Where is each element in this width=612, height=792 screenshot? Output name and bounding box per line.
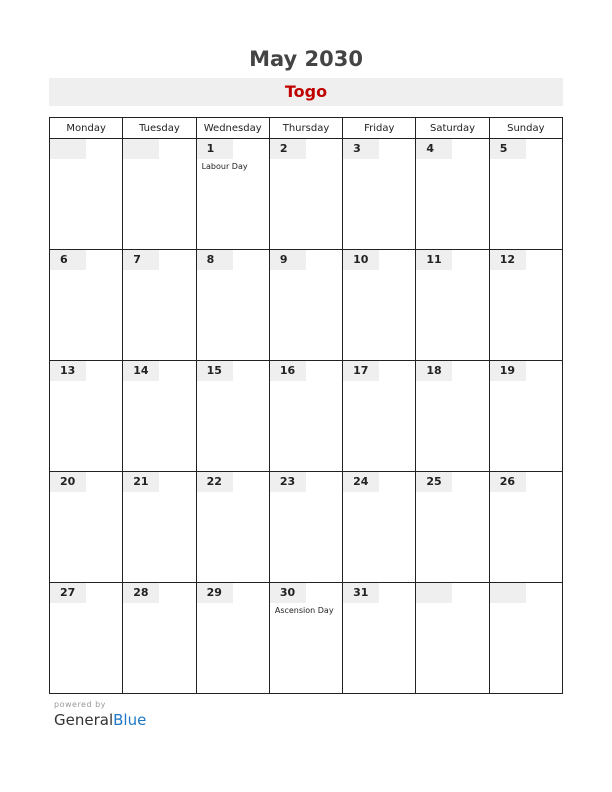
day-cell <box>123 361 196 472</box>
day-cell <box>269 139 342 250</box>
day-cell <box>123 250 196 361</box>
day-number: 2 <box>270 139 306 159</box>
day-number: 14 <box>123 361 159 381</box>
day-cell <box>416 139 489 250</box>
day-number: 25 <box>416 472 452 492</box>
day-cell <box>343 250 416 361</box>
day-cell <box>123 139 196 250</box>
weekday-header: Monday <box>50 118 123 139</box>
day-number: 31 <box>343 583 379 603</box>
country-name: Togo <box>284 82 328 101</box>
day-cell <box>269 361 342 472</box>
day-cell <box>489 250 562 361</box>
week-row <box>50 250 563 361</box>
day-cell <box>416 472 489 583</box>
weekday-header: Wednesday <box>196 118 269 139</box>
day-number: 26 <box>490 472 526 492</box>
weekday-header-row <box>50 118 563 139</box>
day-cell <box>343 583 416 694</box>
day-cell <box>196 583 269 694</box>
day-number: 13 <box>50 361 86 381</box>
week-row <box>50 361 563 472</box>
day-number: 30 <box>270 583 306 603</box>
day-number <box>416 583 452 603</box>
day-number: 22 <box>197 472 233 492</box>
weekday-header: Tuesday <box>123 118 196 139</box>
day-number: 4 <box>416 139 452 159</box>
day-number: 5 <box>490 139 526 159</box>
day-cell <box>489 472 562 583</box>
day-cell <box>196 250 269 361</box>
day-cell <box>416 250 489 361</box>
week-row <box>50 139 563 250</box>
brand-blue: Blue <box>113 711 147 729</box>
day-cell <box>196 472 269 583</box>
day-cell <box>343 139 416 250</box>
day-number: 23 <box>270 472 306 492</box>
day-cell <box>416 361 489 472</box>
day-number: 12 <box>490 250 526 270</box>
day-number: 15 <box>197 361 233 381</box>
holiday-label: Labour Day <box>201 162 248 171</box>
day-cell <box>269 472 342 583</box>
footer <box>54 700 146 729</box>
calendar-grid <box>49 117 563 694</box>
day-cell <box>269 583 342 694</box>
brand-general: General <box>54 711 114 729</box>
day-cell <box>489 583 562 694</box>
day-cell <box>50 139 123 250</box>
holiday-label: Ascension Day <box>274 606 334 615</box>
weekday-header: Sunday <box>489 118 562 139</box>
day-cell <box>489 361 562 472</box>
day-cell <box>196 139 269 250</box>
generalblue-logo <box>54 711 146 729</box>
day-number <box>123 139 159 159</box>
day-number: 9 <box>270 250 306 270</box>
day-number <box>50 139 86 159</box>
day-number: 1 <box>197 139 233 159</box>
day-number: 24 <box>343 472 379 492</box>
day-number: 21 <box>123 472 159 492</box>
day-number: 10 <box>343 250 379 270</box>
day-cell <box>416 583 489 694</box>
day-cell <box>50 472 123 583</box>
day-number: 19 <box>490 361 526 381</box>
country-bar <box>49 78 563 106</box>
day-cell <box>123 472 196 583</box>
day-number: 11 <box>416 250 452 270</box>
day-number: 8 <box>197 250 233 270</box>
calendar-title: May 2030 <box>249 47 363 71</box>
day-number: 16 <box>270 361 306 381</box>
day-cell <box>196 361 269 472</box>
day-number: 20 <box>50 472 86 492</box>
day-number: 6 <box>50 250 86 270</box>
day-cell <box>50 361 123 472</box>
weekday-header: Saturday <box>416 118 489 139</box>
day-number: 28 <box>123 583 159 603</box>
day-number: 29 <box>197 583 233 603</box>
week-row <box>50 583 563 694</box>
day-cell <box>50 583 123 694</box>
day-number: 18 <box>416 361 452 381</box>
day-cell <box>343 472 416 583</box>
day-number: 7 <box>123 250 159 270</box>
day-number: 27 <box>50 583 86 603</box>
week-row <box>50 472 563 583</box>
weekday-header: Thursday <box>269 118 342 139</box>
weekday-header: Friday <box>343 118 416 139</box>
day-cell <box>343 361 416 472</box>
day-cell <box>269 250 342 361</box>
day-number: 17 <box>343 361 379 381</box>
day-cell <box>489 139 562 250</box>
powered-by-text: powered by <box>54 700 106 709</box>
day-cell <box>50 250 123 361</box>
day-number <box>490 583 526 603</box>
day-number: 3 <box>343 139 379 159</box>
day-cell <box>123 583 196 694</box>
